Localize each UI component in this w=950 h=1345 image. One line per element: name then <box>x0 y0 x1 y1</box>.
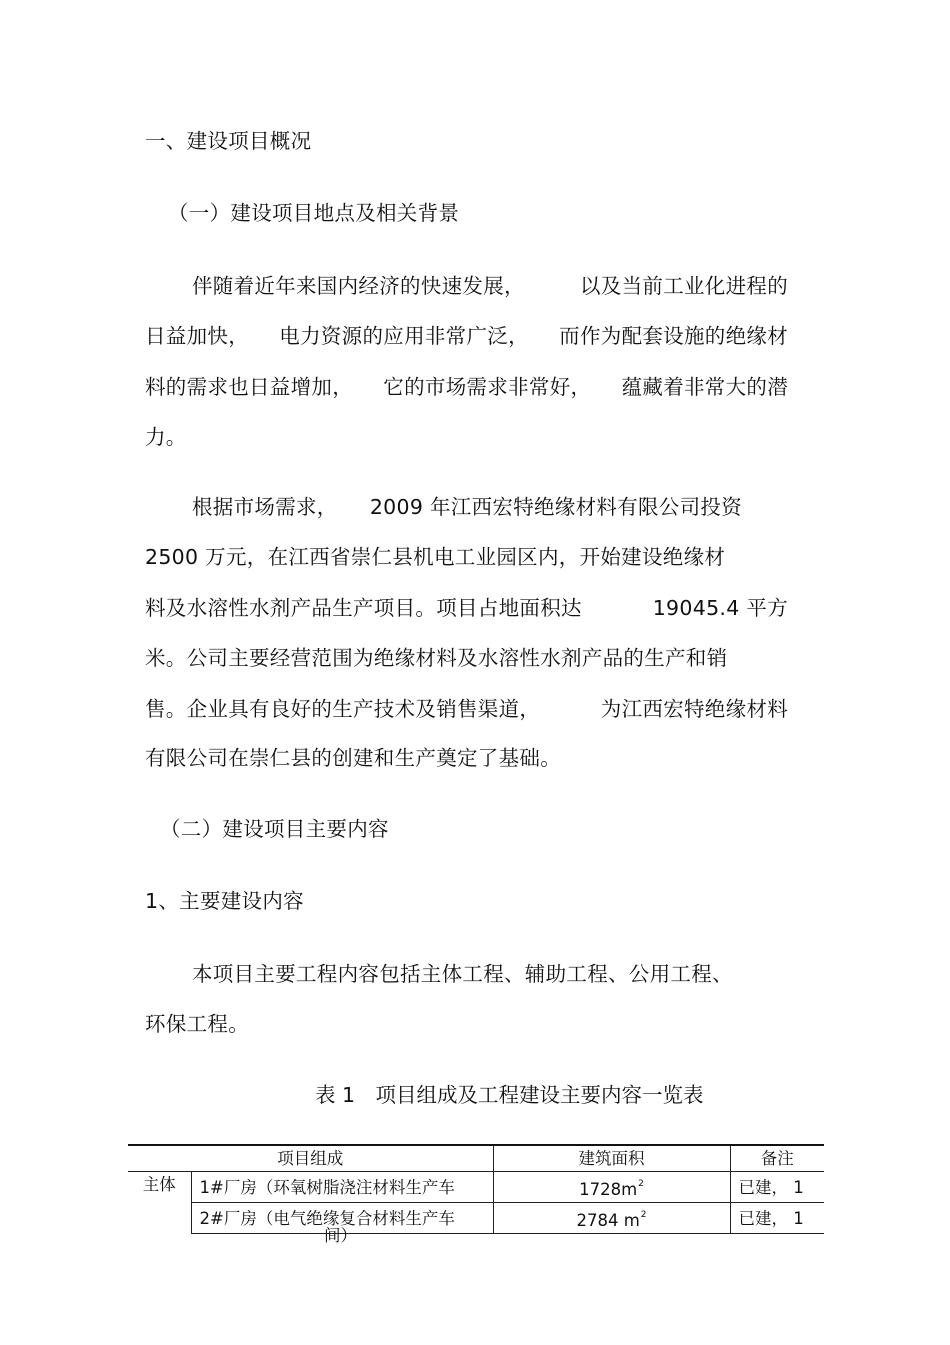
text-fragment: 为江西宏特绝缘材料 <box>600 697 788 721</box>
text-fragment: 19045.4 平方 <box>652 596 788 620</box>
subsection-heading-content: （二）建设项目主要内容 <box>160 817 389 841</box>
para2-line-1 <box>192 497 742 518</box>
para2-line-2: 2500 万元，在江西省崇仁县机电工业园区内，开始建设绝缘材 <box>145 545 726 569</box>
area-unit-sup: 2 <box>638 1179 644 1189</box>
row-name: 2#厂房（电气绝缘复合材料生产车 <box>191 1203 493 1234</box>
group-label: 主体 <box>128 1172 191 1234</box>
text-fragment: 而作为配套设施的绝缘材 <box>559 324 788 348</box>
header-composition: 项目组成 <box>128 1145 493 1172</box>
table-row <box>128 1172 824 1203</box>
area-value: 1728m <box>579 1180 638 1199</box>
para1-line-4: 力。 <box>145 425 187 449</box>
para1-line-3 <box>145 377 788 398</box>
text-fragment: 蕴藏着非常大的潜 <box>621 375 788 399</box>
section-heading: 一、建设项目概况 <box>145 129 312 153</box>
row-area <box>493 1203 730 1234</box>
table-overflow-text: 间） <box>324 1226 357 1245</box>
area-value: 2784 m <box>576 1211 640 1230</box>
text-fragment: 伴随着近年来国内经济的快速发展， <box>192 274 525 298</box>
text-fragment: 2009 年江西宏特绝缘材料有限公司投资 <box>369 495 742 519</box>
area-unit-sup: 2 <box>640 1210 647 1220</box>
para2-line-3 <box>145 598 788 619</box>
subsection-heading-location: （一）建设项目地点及相关背景 <box>168 201 460 225</box>
row-remark: 已建， 1 <box>730 1203 824 1234</box>
para2-line-6: 有限公司在崇仁县的创建和生产奠定了基础。 <box>145 746 561 770</box>
item-heading: 1、主要建设内容 <box>145 889 304 913</box>
para1-line-1 <box>192 276 788 297</box>
table-row <box>128 1203 824 1234</box>
table-header-row <box>128 1145 824 1172</box>
header-area: 建筑面积 <box>493 1145 730 1172</box>
text-fragment: 电力资源的应用非常广泛， <box>279 324 529 348</box>
para2-line-5 <box>145 699 788 720</box>
para3-line-2: 环保工程。 <box>145 1012 249 1036</box>
row-name: 1#厂房（环氧树脂浇注材料生产车 <box>191 1172 493 1203</box>
text-fragment: 售。企业具有良好的生产技术及销售渠道， <box>145 697 541 721</box>
para2-line-4: 米。公司主要经营范围为绝缘材料及水溶性水剂产品的生产和销 <box>145 646 728 670</box>
text-fragment: 料的需求也日益增加， <box>145 375 353 399</box>
text-fragment: 根据市场需求， <box>192 495 338 519</box>
text-fragment: 日益加快， <box>145 324 249 348</box>
table-caption: 表 1 项目组成及工程建设主要内容一览表 <box>315 1083 704 1107</box>
text-fragment: 以及当前工业化进程的 <box>580 274 788 298</box>
row-area <box>493 1172 730 1203</box>
project-composition-table <box>128 1144 824 1234</box>
header-remark: 备注 <box>730 1145 824 1172</box>
row-remark: 已建， 1 <box>730 1172 824 1203</box>
para3-line-1: 本项目主要工程内容包括主体工程、辅助工程、公用工程、 <box>192 962 733 986</box>
para1-line-2 <box>145 326 788 347</box>
text-fragment: 它的市场需求非常好， <box>383 375 592 399</box>
text-fragment: 料及水溶性水剂产品生产项目。项目占地面积达 <box>145 596 582 620</box>
